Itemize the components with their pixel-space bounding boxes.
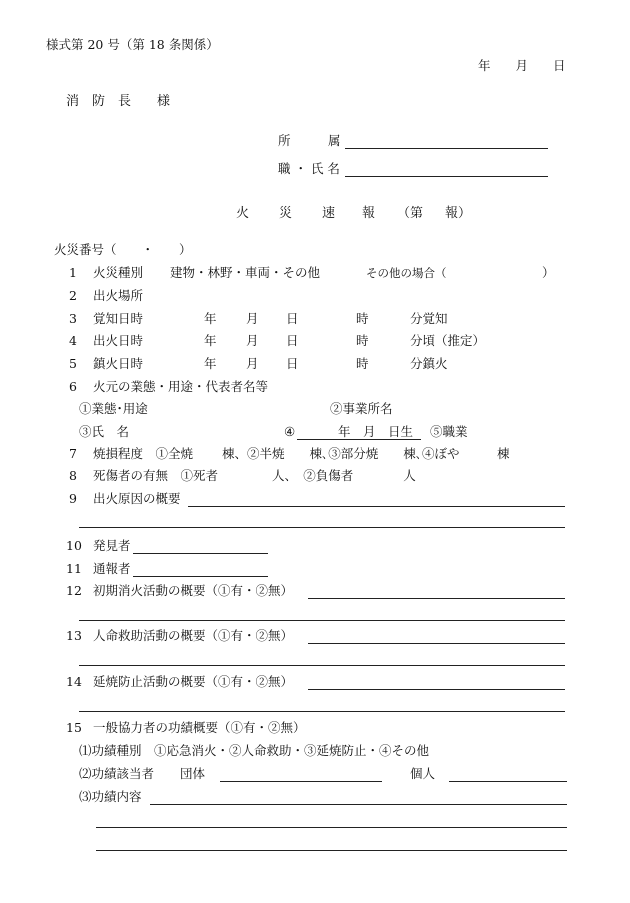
fire-location-label: 出火場所 — [93, 288, 144, 303]
individual-label: 個人 — [410, 766, 436, 781]
item-number: 11 — [66, 561, 82, 576]
discoverer-label: 発見者 — [93, 538, 131, 553]
business-use-label: ①業態･用途 — [79, 401, 148, 416]
individual-line[interactable] — [449, 781, 567, 782]
initial-firefighting-label: 初期消火活動の概要（①有・②無） — [93, 583, 294, 598]
reporter-label: 通報者 — [93, 561, 131, 576]
affiliation-label: 所 属 — [278, 133, 341, 148]
achievement-content-line[interactable] — [96, 850, 567, 851]
item-number: 15 — [66, 720, 82, 735]
year-unit: 年 — [204, 311, 217, 326]
item-number: 13 — [66, 628, 82, 643]
casualties-row: 死傷者の有無 ①死者 人、 ②負傷者 人 — [93, 468, 416, 483]
day-unit: 日 — [286, 311, 299, 326]
rescue-activity-line[interactable] — [308, 643, 565, 644]
initial-firefighting-line[interactable] — [308, 598, 565, 599]
rescue-activity-line[interactable] — [79, 665, 565, 666]
person-name-label: ③氏 名 — [79, 424, 130, 439]
name-line[interactable] — [345, 176, 548, 177]
damage-degree-row: 焼損程度 ①全焼 棟、②半焼 棟､③部分焼 棟､④ぼや 棟 — [93, 446, 510, 461]
detection-time-label: 覚知日時 — [93, 311, 144, 326]
initial-firefighting-line[interactable] — [79, 620, 565, 621]
discoverer-line[interactable] — [133, 553, 268, 554]
affiliation-line[interactable] — [345, 148, 548, 149]
item-number: 2 — [69, 288, 77, 303]
fire-number[interactable]: 火災番号（ ・ ） — [54, 242, 192, 257]
cause-line[interactable] — [188, 506, 565, 507]
month-unit: 月 — [246, 311, 259, 326]
item-number: 4 — [69, 333, 77, 348]
hour-unit: 時 — [356, 356, 369, 371]
hour-unit: 時 — [356, 333, 369, 348]
rescue-activity-label: 人命救助活動の概要（①有・②無） — [93, 628, 294, 643]
extinguished-time-label: 鎮火日時 — [93, 356, 144, 371]
item-number: 9 — [69, 491, 77, 506]
spread-prevention-line[interactable] — [308, 689, 565, 690]
birthdate-marker: ④ — [284, 424, 296, 439]
origin-info-label: 火元の業態・用途・代表者名等 — [93, 379, 269, 394]
minute-tail: 分覚知 — [410, 311, 448, 326]
title-char: 災 — [279, 206, 293, 221]
title-char: （第 — [397, 206, 424, 221]
title-char: 報） — [445, 206, 472, 221]
year-unit: 年 — [204, 356, 217, 371]
achievement-type-row[interactable]: ⑴功績種別 ①応急消火・②人命救助・③延焼防止・④その他 — [79, 743, 430, 758]
cause-line[interactable] — [79, 527, 565, 528]
achievement-content-label: ⑶功績内容 — [79, 789, 142, 804]
year-unit: 年 — [204, 333, 217, 348]
fire-type-choices[interactable]: 建物・林野・車両・その他 — [170, 265, 321, 280]
occupation-label: ⑤職業 — [430, 424, 468, 439]
item-number: 12 — [66, 583, 82, 598]
item-number: 8 — [69, 468, 77, 483]
achievement-content-line[interactable] — [150, 804, 567, 805]
item-number: 3 — [69, 311, 77, 326]
group-line[interactable] — [220, 781, 382, 782]
fire-type-other-close: ） — [542, 265, 555, 280]
spread-prevention-label: 延焼防止活動の概要（①有・②無） — [93, 674, 294, 689]
birthdate-units: 年 月 日生 — [338, 424, 414, 439]
item-number: 10 — [66, 538, 82, 553]
office-name-label: ②事業所名 — [330, 401, 393, 416]
hour-unit: 時 — [356, 311, 369, 326]
achievement-person-label: ⑵功績該当者 — [79, 766, 155, 781]
day-unit: 日 — [286, 333, 299, 348]
addressee: 消 防 長 様 — [66, 94, 171, 109]
title-char: 火 — [236, 206, 250, 221]
item-number: 7 — [69, 446, 77, 461]
day-unit: 日 — [286, 356, 299, 371]
month-unit: 月 — [246, 356, 259, 371]
reporter-line[interactable] — [133, 576, 268, 577]
fire-type-label: 火災種別 — [93, 265, 144, 280]
item-number: 6 — [69, 379, 77, 394]
page-title — [236, 206, 471, 222]
title-char: 速 — [322, 206, 336, 221]
minute-tail: 分頃（推定） — [410, 333, 486, 348]
minute-tail: 分鎮火 — [410, 356, 448, 371]
fire-type-other: その他の場合（ — [366, 266, 447, 280]
outbreak-time-label: 出火日時 — [93, 333, 144, 348]
month-unit: 月 — [246, 333, 259, 348]
achievement-content-line[interactable] — [96, 827, 567, 828]
cause-label: 出火原因の概要 — [93, 491, 181, 506]
group-label: 団体 — [180, 766, 206, 781]
date-field[interactable]: 年 月 日 — [478, 58, 566, 73]
item-number: 5 — [69, 356, 77, 371]
title-char: 報 — [362, 206, 376, 221]
item-number: 14 — [66, 674, 82, 689]
birthdate-line[interactable] — [297, 439, 421, 440]
spread-prevention-line[interactable] — [79, 711, 565, 712]
name-label: 職 ・ 氏 名 — [278, 161, 340, 176]
item-number: 1 — [69, 265, 77, 280]
form-number: 様式第 20 号（第 18 条関係） — [46, 37, 219, 52]
cooperator-achievement-label: 一般協力者の功績概要（①有・②無） — [93, 720, 306, 735]
